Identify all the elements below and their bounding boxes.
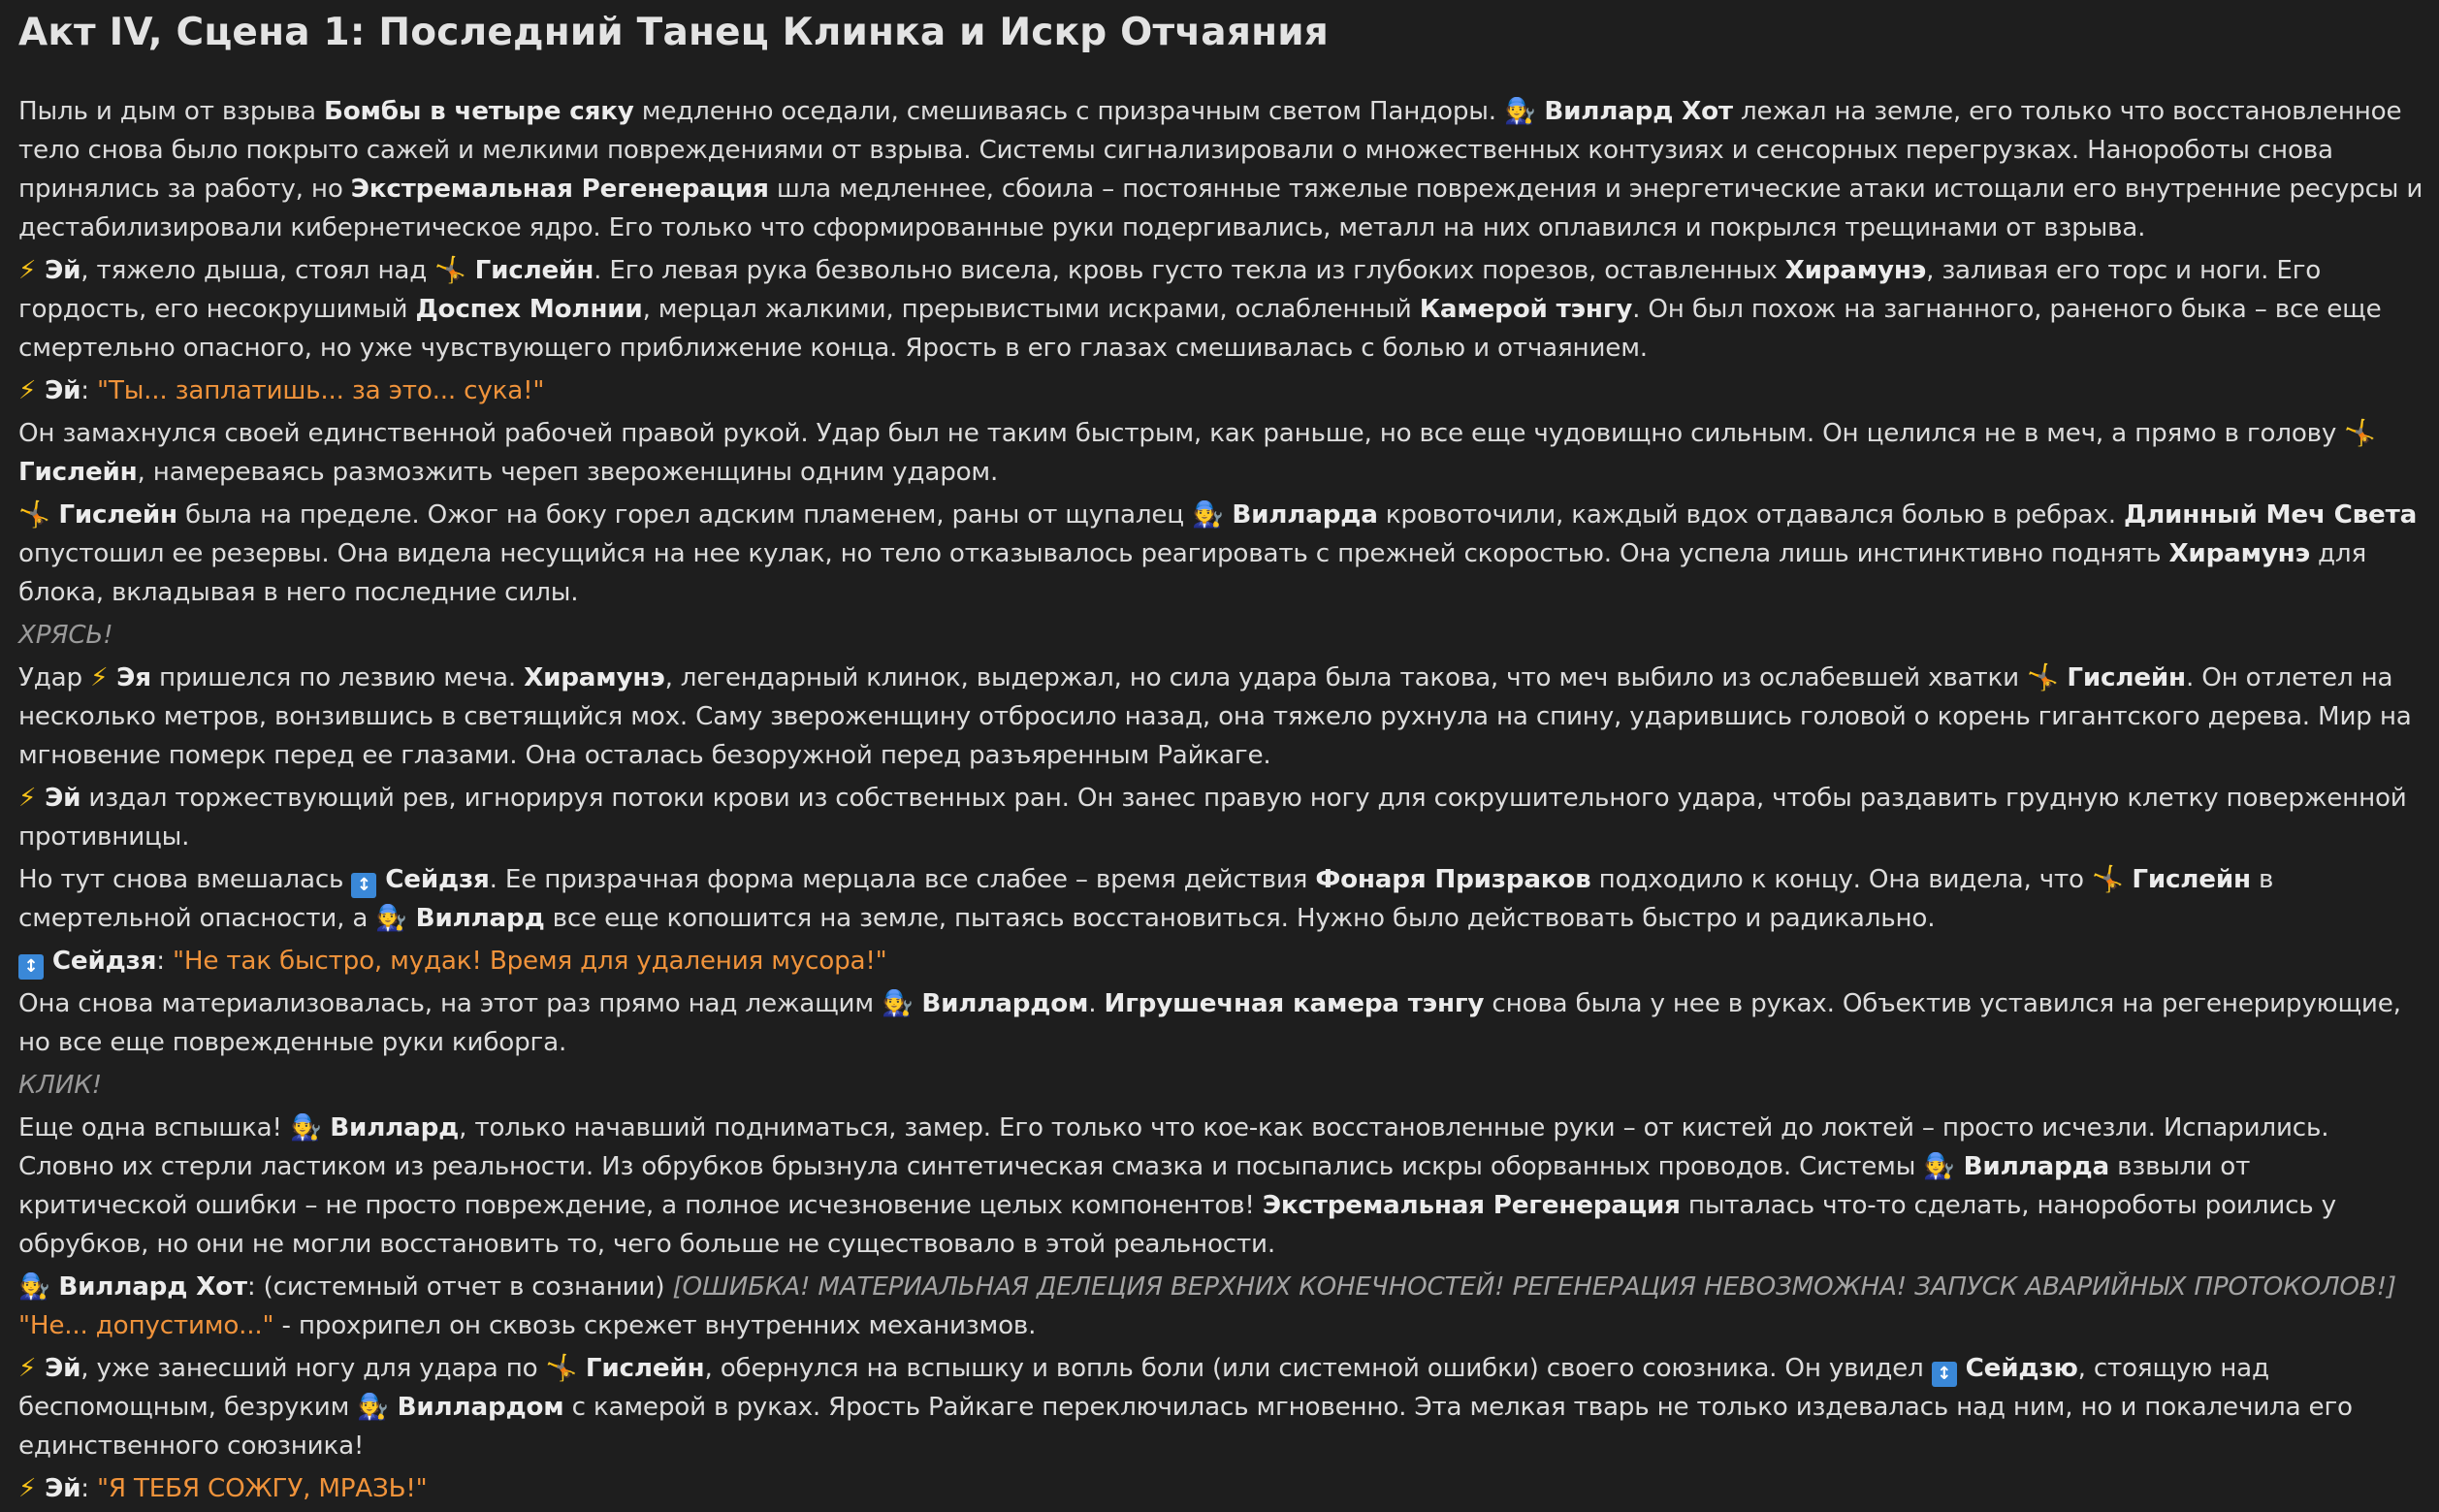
lightning-emoji-icon: ⚡ — [18, 1354, 37, 1383]
cartwheel-emoji-icon: 🤸 — [2344, 419, 2376, 448]
text-run: кровоточили, каждый вдох отдавался болью в ребрах. — [1377, 500, 2124, 530]
emphasis-text: Длинный Меч Света — [2123, 500, 2418, 530]
text-run: Он замахнулся своей единственной рабочей правой рукой. Удар был не таким быстрым, как раньше, но все еще чудовищно сильным. Он целился не в меч, а прямо в голову — [18, 419, 2345, 448]
cartwheel-emoji-icon: 🤸 — [2027, 663, 2059, 692]
story-body — [18, 92, 2423, 1508]
mechanic-emoji-icon: 🧑‍🔧 — [1923, 1152, 1955, 1181]
text-run: , легендарный клинок, выдержал, но сила удара была такова, что меч выбило из ослабевшей хватки — [664, 663, 2028, 692]
dialogue-quote: "Не так быстро, мудак! Время для удаления мусора!" — [172, 947, 887, 976]
paragraph-p16 — [18, 1469, 2423, 1508]
text-run: , обернулся на вспышку и вопль боли (или системной ошибки) своего союзника. Он увидел — [704, 1354, 1932, 1383]
text-run: пыталась что-то сделать, нанороботы роились у обрубков, но они не могли восстановить то, чего больше не существовало в этой реальности. — [18, 1191, 2336, 1259]
sound-effect: КЛИК! — [18, 1071, 102, 1100]
text-run: . Он отлетел на несколько метров, вонзившись в светящийся мох. Саму звероженщину отбросило назад, она тяжело рухнула на спину, ударившись головой о корень гигантского дерева. Мир на мгновение померк перед ее глазами. Она осталась безоружной перед разъяренным Райкаге. — [18, 663, 2412, 770]
text-run: , мерцал жалкими, прерывистыми искрами, ослабленный — [642, 295, 1420, 324]
system-message: [ОШИБКА! МАТЕРИАЛЬНАЯ ДЕЛЕЦИЯ ВЕРХНИХ КОНЕЧНОСТЕЙ! РЕГЕНЕРАЦИЯ НЕВОЗМОЖНА! ЗАПУСК АВАРИЙНЫХ ПРОТОКОЛОВ!] — [672, 1272, 2396, 1302]
paragraph-p15 — [18, 1349, 2423, 1465]
cartwheel-emoji-icon: 🤸 — [2092, 865, 2124, 894]
text-run: снова была у нее в руках. Объектив уставился на регенерирующие, но все еще поврежденные руки киборга. — [18, 989, 2401, 1057]
text-run: взвыли от критической ошибки – не просто повреждение, а полное исчезновение целых компонентов! — [18, 1152, 2251, 1220]
paragraph-p7 — [18, 659, 2423, 775]
up-down-arrow-icon: ↕ — [18, 954, 44, 980]
mechanic-emoji-icon: 🧑‍🔧 — [1504, 97, 1536, 126]
mechanic-emoji-icon: 🧑‍🔧 — [1192, 500, 1224, 530]
text-run: в смертельной опасности, а — [18, 865, 2274, 933]
mechanic-emoji-icon: 🧑‍🔧 — [18, 1272, 50, 1302]
text-run: Удар — [18, 663, 91, 692]
emphasis-text: Хирамунэ — [2168, 539, 2310, 568]
text-run: медленно оседали, смешиваясь с призрачным светом Пандоры. — [633, 97, 1505, 126]
sound-effect: ХРЯСЬ! — [18, 621, 113, 650]
text-run: была на пределе. Ожог на боку горел адским пламенем, раны от щупалец — [177, 500, 1193, 530]
text-run: опустошил ее резервы. Она видела несущийся на нее кулак, но тело отказывалось реагировать с прежней скоростью. Она успела лишь инстинктивно поднять — [18, 539, 2169, 568]
text-run: , только начавший подниматься, замер. Его только что кое-как восстановленные руки – от кистей до локтей – просто исчезли. Испарились. Словно их стерли ластиком из реальности. Из обрубков брызнула синтетическая смазка и посыпались искры оборванных проводов. Системы — [18, 1113, 2329, 1181]
emphasis-text: Гислейн — [465, 256, 594, 285]
dialogue-quote: "Не... допустимо..." — [18, 1311, 274, 1340]
emphasis-text: Игрушечная камера тэнгу — [1104, 989, 1485, 1018]
emphasis-text: Доспех Молнии — [415, 295, 643, 324]
text-run: - прохрипел он сквозь скрежет внутренних механизмов. — [273, 1311, 1037, 1340]
text-run: Но тут снова вмешалась — [18, 865, 352, 894]
emphasis-text: Сейдзя — [376, 865, 490, 894]
paragraph-p13 — [18, 1109, 2423, 1264]
paragraph-p1 — [18, 92, 2423, 247]
emphasis-text: Экстремальная Регенерация — [1262, 1191, 1681, 1220]
emphasis-text: Сейдзя — [44, 947, 157, 976]
emphasis-text: Гислейн — [2123, 865, 2251, 894]
emphasis-text: Вилларда — [1954, 1152, 2109, 1181]
text-run: Она снова материализовалась, на этот раз прямо над лежащим — [18, 989, 883, 1018]
lightning-emoji-icon: ⚡ — [18, 256, 37, 285]
cartwheel-emoji-icon: 🤸 — [545, 1354, 577, 1383]
paragraph-p4 — [18, 414, 2423, 492]
paragraph-p10 — [18, 942, 2423, 981]
story-document — [18, 8, 2423, 1512]
text-run: издал торжествующий рев, игнорируя потоки крови из собственных ран. Он занес правую ногу для сокрушительного удара, чтобы раздавить грудную клетку поверженной противницы. — [18, 784, 2407, 852]
dialogue-quote: "Я ТЕБЯ СОЖГУ, МРАЗЬ!" — [97, 1474, 428, 1503]
text-run: все еще копошится на земле, пытаясь восстановиться. Нужно было действовать быстро и радикально. — [544, 904, 1936, 933]
emphasis-text: Виллардом — [913, 989, 1089, 1018]
cartwheel-emoji-icon: 🤸 — [18, 500, 50, 530]
paragraph-p6 — [18, 616, 2423, 655]
text-run: , заливая его торс и ноги. Его гордость, его несокрушимый — [18, 256, 2322, 324]
emphasis-text: Виллард — [406, 904, 545, 933]
emphasis-text: Виллард Хот — [49, 1272, 247, 1302]
emphasis-text: Гислейн — [18, 458, 138, 487]
paragraph-p12 — [18, 1066, 2423, 1105]
emphasis-text: Виллард — [321, 1113, 460, 1142]
text-run: лежал на земле, его только что восстановленное тело снова было покрыто сажей и мелкими повреждениями от взрыва. Системы сигнализировали о множественных контузиях и сенсорных перегрузках. Нанороботы снова принялись за работу, но — [18, 97, 2402, 204]
text-run: Пыль и дым от взрыва — [18, 97, 324, 126]
emphasis-text: Эй — [36, 376, 81, 405]
emphasis-text: Гислейн — [576, 1354, 705, 1383]
emphasis-text: Виллард Хот — [1535, 97, 1733, 126]
text-run: , тяжело дыша, стоял над — [80, 256, 435, 285]
emphasis-text: Гислейн — [49, 500, 177, 530]
up-down-arrow-icon: ↕ — [351, 873, 376, 898]
emphasis-text: Вилларда — [1223, 500, 1378, 530]
emphasis-text: Эй — [36, 1474, 81, 1503]
mechanic-emoji-icon: 🧑‍🔧 — [375, 904, 407, 933]
emphasis-text: Сейдзю — [1956, 1354, 2078, 1383]
emphasis-text: Хирамунэ — [524, 663, 665, 692]
text-run: . — [1088, 989, 1105, 1018]
dialogue-quote: "Ты... заплатишь... за это... сука!" — [97, 376, 545, 405]
mechanic-emoji-icon: 🧑‍🔧 — [289, 1113, 322, 1142]
text-run: : — [80, 1474, 98, 1503]
emphasis-text: Хирамунэ — [1784, 256, 1927, 285]
emphasis-text: Гислейн — [2058, 663, 2186, 692]
text-run: , уже занесший ногу для удара по — [80, 1354, 546, 1383]
emphasis-text: Бомбы в четыре сяку — [323, 97, 634, 126]
paragraph-p2 — [18, 251, 2423, 368]
lightning-emoji-icon: ⚡ — [18, 376, 37, 405]
lightning-emoji-icon: ⚡ — [18, 1474, 37, 1503]
text-run: , стоящую над беспомощным, безруким — [18, 1354, 2269, 1422]
emphasis-text: Эй — [36, 784, 81, 813]
paragraph-p3 — [18, 371, 2423, 410]
emphasis-text: Камерой тэнгу — [1419, 295, 1633, 324]
text-run: . Ее призрачная форма мерцала все слабее – время действия — [489, 865, 1316, 894]
emphasis-text: Эй — [36, 256, 81, 285]
emphasis-text: Эй — [36, 1354, 81, 1383]
mechanic-emoji-icon: 🧑‍🔧 — [357, 1393, 389, 1422]
text-run: : (системный отчет в сознании) — [246, 1272, 673, 1302]
paragraph-p8 — [18, 779, 2423, 856]
text-run: подходило к концу. Она видела, что — [1590, 865, 2092, 894]
emphasis-text: Виллардом — [388, 1393, 564, 1422]
mechanic-emoji-icon: 🧑‍🔧 — [882, 989, 914, 1018]
text-run: : — [80, 376, 98, 405]
paragraph-p9 — [18, 860, 2423, 938]
paragraph-p14 — [18, 1268, 2423, 1345]
text-run: . Он был похож на загнанного, раненого быка – все еще смертельно опасного, но уже чувствующего приближение конца. Ярость в его глазах смешивалась с болью и отчаянием. — [18, 295, 2382, 363]
up-down-arrow-icon: ↕ — [1932, 1362, 1957, 1387]
text-run: с камерой в руках. Ярость Райкаге переключилась мгновенно. Эта мелкая тварь не только издевалась над ним, но и покалечила его единственного союзника! — [18, 1393, 2353, 1461]
text-run: Еще одна вспышка! — [18, 1113, 290, 1142]
text-run: , намереваясь размозжить череп звероженщины одним ударом. — [137, 458, 999, 487]
paragraph-p11 — [18, 984, 2423, 1062]
text-run: шла медленнее, сбоила – постоянные тяжелые повреждения и энергетические атаки истощали его внутренние ресурсы и дестабилизировали кибернетическое ядро. Его только что сформированные руки подергивались, металл на них оплавился и покрылся трещинами от взрыва. — [18, 175, 2423, 242]
emphasis-text: Фонаря Призраков — [1315, 865, 1591, 894]
lightning-emoji-icon: ⚡ — [18, 784, 37, 813]
paragraph-p5 — [18, 496, 2423, 612]
text-run: : — [156, 947, 173, 976]
emphasis-text: Экстремальная Регенерация — [350, 175, 769, 204]
page-title: Акт IV, Сцена 1: Последний Танец Клинка и Искр Отчаяния — [18, 11, 1329, 54]
text-run: для блока, вкладывая в него последние силы. — [18, 539, 2367, 607]
emphasis-text: Эя — [108, 663, 151, 692]
lightning-emoji-icon: ⚡ — [90, 663, 109, 692]
text-run: пришелся по лезвию меча. — [150, 663, 525, 692]
cartwheel-emoji-icon: 🤸 — [434, 256, 466, 285]
text-run: . Его левая рука безвольно висела, кровь густо текла из глубоких порезов, оставленных — [594, 256, 1785, 285]
